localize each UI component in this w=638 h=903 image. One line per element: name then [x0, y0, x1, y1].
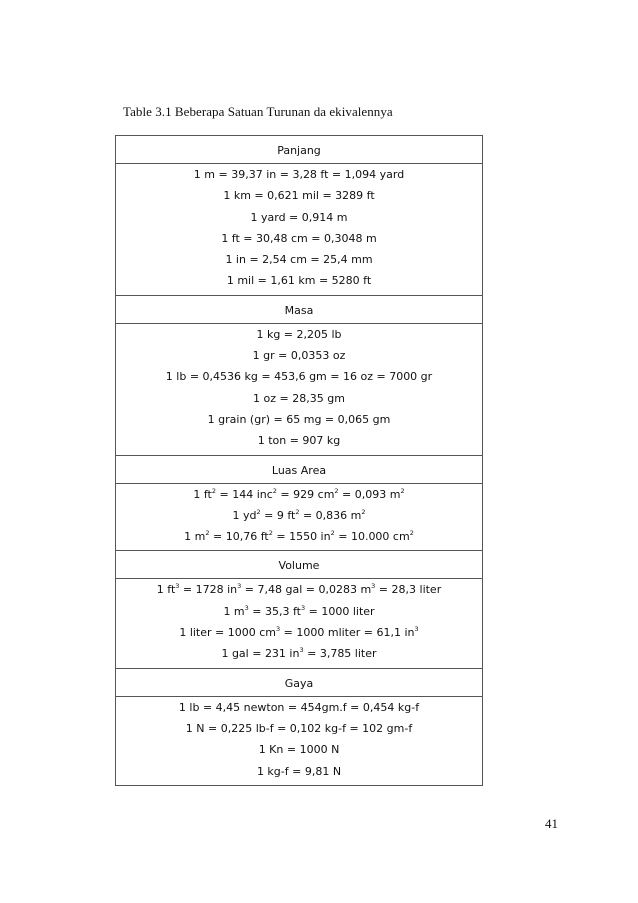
section-body — [116, 579, 482, 668]
row-text: 1 kg = 2,205 lb — [256, 327, 342, 341]
conversion-row — [116, 739, 482, 760]
conversion-row — [116, 409, 482, 430]
row-text: 1 gr = 0,0353 oz — [252, 349, 346, 363]
section-header: Gaya — [116, 669, 482, 697]
row-text: 1 N = 0,225 lb-f = 0,102 kg-f = 102 gm-f — [185, 721, 413, 735]
section-header: Masa — [116, 296, 482, 324]
exponent: 3 — [371, 582, 376, 591]
row-text: 1 liter = 1000 cm — [179, 626, 277, 640]
row-text: 1 ft — [156, 583, 176, 597]
row-text: = 1550 in — [272, 530, 331, 544]
exponent: 2 — [361, 507, 366, 516]
conversion-row — [116, 270, 482, 291]
conversion-row — [116, 622, 482, 643]
row-text: = 7,48 gal = 0,0283 m — [241, 583, 372, 597]
conversion-row — [116, 324, 482, 345]
row-text: = 35,3 ft — [248, 604, 301, 618]
conversion-row — [116, 484, 482, 505]
row-text: = 929 cm — [276, 487, 335, 501]
row-text: = 9 ft — [260, 508, 296, 522]
conversion-row — [116, 345, 482, 366]
conversion-row — [116, 207, 482, 228]
row-text: 1 Kn = 1000 N — [258, 743, 340, 757]
exponent: 3 — [175, 582, 180, 591]
row-text: 1 yd — [232, 508, 257, 522]
exponent: 3 — [276, 625, 281, 634]
exponent: 2 — [400, 486, 405, 495]
exponent: 2 — [272, 486, 277, 495]
row-text: 1 grain (gr) = 65 mg = 0,065 gm — [207, 412, 391, 426]
row-text: = 0,093 m — [338, 487, 401, 501]
conversion-row — [116, 718, 482, 739]
section-body — [116, 324, 482, 456]
exponent: 3 — [244, 603, 249, 612]
page-number: 41 — [545, 816, 558, 831]
row-text: 1 m — [184, 530, 206, 544]
conversion-row — [116, 505, 482, 526]
conversion-row — [116, 430, 482, 451]
row-text: = 10,76 ft — [209, 530, 269, 544]
exponent: 2 — [268, 529, 273, 538]
section-header: Luas Area — [116, 456, 482, 484]
exponent: 2 — [205, 529, 210, 538]
table-caption: Table 3.1 Beberapa Satuan Turunan da ekivalennya — [123, 104, 393, 119]
exponent: 3 — [237, 582, 242, 591]
row-text: = 28,3 liter — [375, 583, 442, 597]
row-text: 1 yard = 0,914 m — [250, 210, 348, 224]
conversion-row — [116, 697, 482, 718]
conversion-row — [116, 164, 482, 185]
row-text: 1 oz = 28,35 gm — [253, 391, 345, 405]
row-text: 1 gal = 231 in — [221, 647, 300, 661]
conversion-row — [116, 761, 482, 782]
row-text: 1 km = 0,621 mil = 3289 ft — [223, 189, 375, 203]
row-text: 1 mil = 1,61 km = 5280 ft — [226, 274, 372, 288]
conversion-row — [116, 366, 482, 387]
conversion-row — [116, 579, 482, 600]
row-text: 1 in = 2,54 cm = 25,4 mm — [225, 253, 373, 267]
row-text: = 1000 liter — [305, 604, 375, 618]
row-text: = 144 inc — [216, 487, 273, 501]
conversion-row — [116, 388, 482, 409]
exponent: 2 — [211, 486, 217, 495]
row-text: = 1728 in — [179, 583, 238, 597]
row-text: = 0,836 m — [299, 508, 362, 522]
section-header: Volume — [116, 551, 482, 579]
row-text: 1 ft — [193, 487, 212, 501]
row-text: = 10.000 cm — [334, 530, 410, 544]
exponent: 2 — [256, 507, 261, 516]
row-text: 1 lb = 4,45 newton = 454gm.f = 0,454 kg-f — [178, 700, 420, 714]
unit-conversion-table — [115, 135, 483, 786]
conversion-row — [116, 185, 482, 206]
row-text: 1 ft = 30,48 cm = 0,3048 m — [221, 231, 377, 245]
exponent: 2 — [409, 529, 414, 538]
row-text: 1 kg-f = 9,81 N — [256, 764, 342, 778]
section-body — [116, 484, 482, 552]
row-text: = 3,785 liter — [303, 647, 377, 661]
conversion-row — [116, 601, 482, 622]
exponent: 2 — [334, 486, 339, 495]
exponent: 3 — [414, 625, 419, 634]
exponent: 2 — [330, 529, 335, 538]
conversion-row — [116, 249, 482, 270]
row-text: 1 m = 39,37 in = 3,28 ft = 1,094 yard — [193, 168, 405, 181]
conversion-row — [116, 228, 482, 249]
section-body — [116, 697, 482, 785]
section-header: Panjang — [116, 136, 482, 164]
section-body — [116, 164, 482, 296]
row-text: 1 lb = 0,4536 kg = 453,6 gm = 16 oz = 7000 gr — [165, 370, 433, 384]
exponent: 3 — [299, 646, 304, 655]
exponent: 2 — [295, 507, 300, 516]
row-text: 1 m — [223, 604, 245, 618]
conversion-row — [116, 526, 482, 547]
conversion-row — [116, 643, 482, 664]
row-text: = 1000 mliter = 61,1 in — [280, 626, 415, 640]
row-text: 1 ton = 907 kg — [257, 434, 341, 448]
exponent: 3 — [301, 603, 306, 612]
